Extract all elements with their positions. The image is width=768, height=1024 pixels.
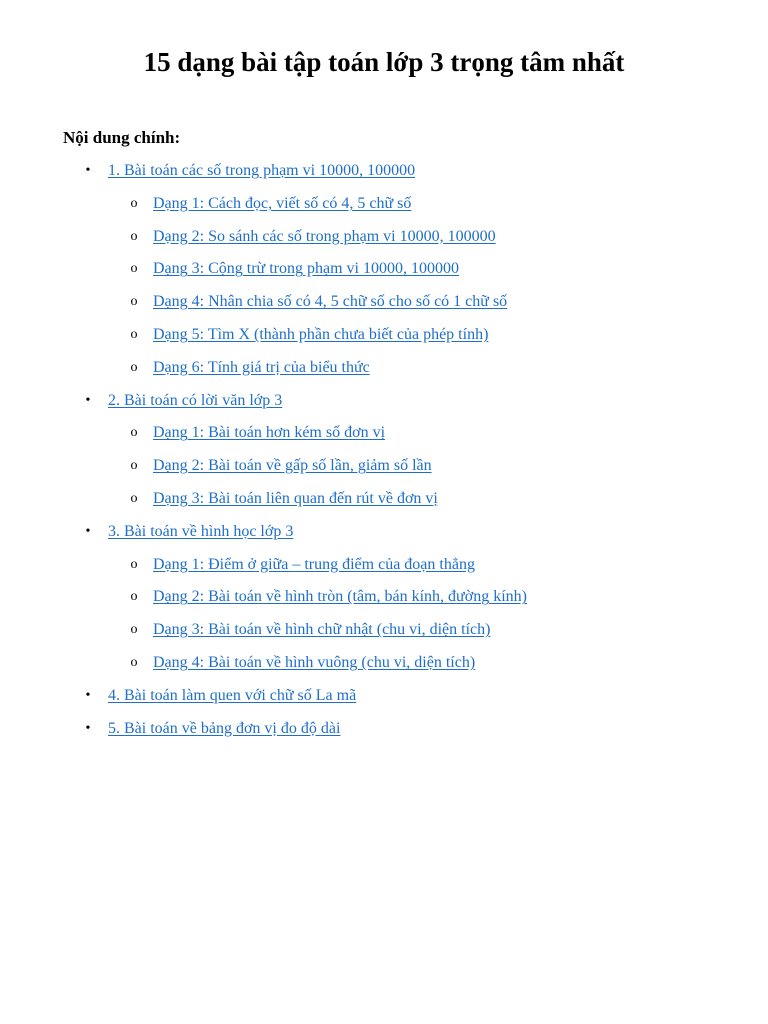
bullet-disc-icon: • xyxy=(85,523,91,539)
bullet-circle-icon: o xyxy=(130,261,138,277)
bullet-circle-icon: o xyxy=(130,589,138,605)
bullet-circle-icon: o xyxy=(130,294,138,310)
bullet-circle-icon: o xyxy=(130,622,138,638)
bullet-circle-icon: o xyxy=(130,228,138,244)
toc-subsection-link[interactable]: Dạng 3: Cộng trừ trong phạm vi 10000, 100000 xyxy=(153,260,459,278)
bullet-circle-icon: o xyxy=(130,195,138,211)
toc-section-link[interactable]: 4. Bài toán làm quen với chữ số La mã xyxy=(108,686,357,704)
page-title: 15 dạng bài tập toán lớp 3 trọng tâm nhất xyxy=(143,47,625,77)
toc-section-link[interactable]: 3. Bài toán về hình học lớp 3 xyxy=(108,522,294,540)
bullet-circle-icon: o xyxy=(130,425,138,441)
toc-subsection-link[interactable]: Dạng 3: Bài toán về hình chữ nhật (chu vi, diện tích) xyxy=(153,621,491,639)
bullet-circle-icon: o xyxy=(130,458,138,474)
bullet-circle-icon: o xyxy=(130,655,138,670)
toc-subsection-link[interactable]: Dạng 2: Bài toán về hình tròn (tâm, bán kính, đường kính) xyxy=(153,588,527,606)
toc-subsection-link[interactable]: Dạng 1: Cách đọc, viết số có 4, 5 chữ số xyxy=(153,194,412,212)
toc-subsection-link[interactable]: Dạng 6: Tính giá trị của biểu thức xyxy=(153,358,370,376)
toc-subsection-link[interactable]: Dạng 4: Bài toán về hình vuông (chu vi, diện tích) xyxy=(153,654,476,671)
toc-heading: Nội dung chính: xyxy=(63,128,181,147)
bullet-circle-icon: o xyxy=(130,556,138,572)
toc-subsection-link[interactable]: Dạng 1: Bài toán hơn kém số đơn vị xyxy=(153,424,386,442)
toc-section-link[interactable]: 2. Bài toán có lời văn lớp 3 xyxy=(108,391,283,409)
toc-subsection-link[interactable]: Dạng 2: So sánh các số trong phạm vi 10000, 100000 xyxy=(153,227,496,245)
bullet-disc-icon: • xyxy=(85,392,91,408)
toc-subsection-link[interactable]: Dạng 4: Nhân chia số có 4, 5 chữ số cho số có 1 chữ số xyxy=(153,293,508,311)
bullet-disc-icon: • xyxy=(85,687,91,703)
bullet-disc-icon: • xyxy=(85,720,91,736)
toc-section-link[interactable]: 1. Bài toán các số trong phạm vi 10000, 100000 xyxy=(108,162,416,179)
toc-subsection-link[interactable]: Dạng 2: Bài toán về gấp số lần, giảm số lần xyxy=(153,457,432,475)
bullet-disc-icon: • xyxy=(85,163,91,178)
toc-subsection-link[interactable]: Dạng 3: Bài toán liên quan đến rút về đơn vị xyxy=(153,490,438,507)
bullet-circle-icon: o xyxy=(130,327,138,342)
bullet-circle-icon: o xyxy=(130,491,138,506)
toc-subsection-link[interactable]: Dạng 5: Tìm X (thành phần chưa biết của phép tính) xyxy=(153,326,489,343)
bullet-circle-icon: o xyxy=(130,359,138,375)
toc-section-link[interactable]: 5. Bài toán về bảng đơn vị đo độ dài xyxy=(108,719,341,737)
toc-subsection-link[interactable]: Dạng 1: Điểm ở giữa – trung điểm của đoạn thẳng xyxy=(153,555,475,573)
